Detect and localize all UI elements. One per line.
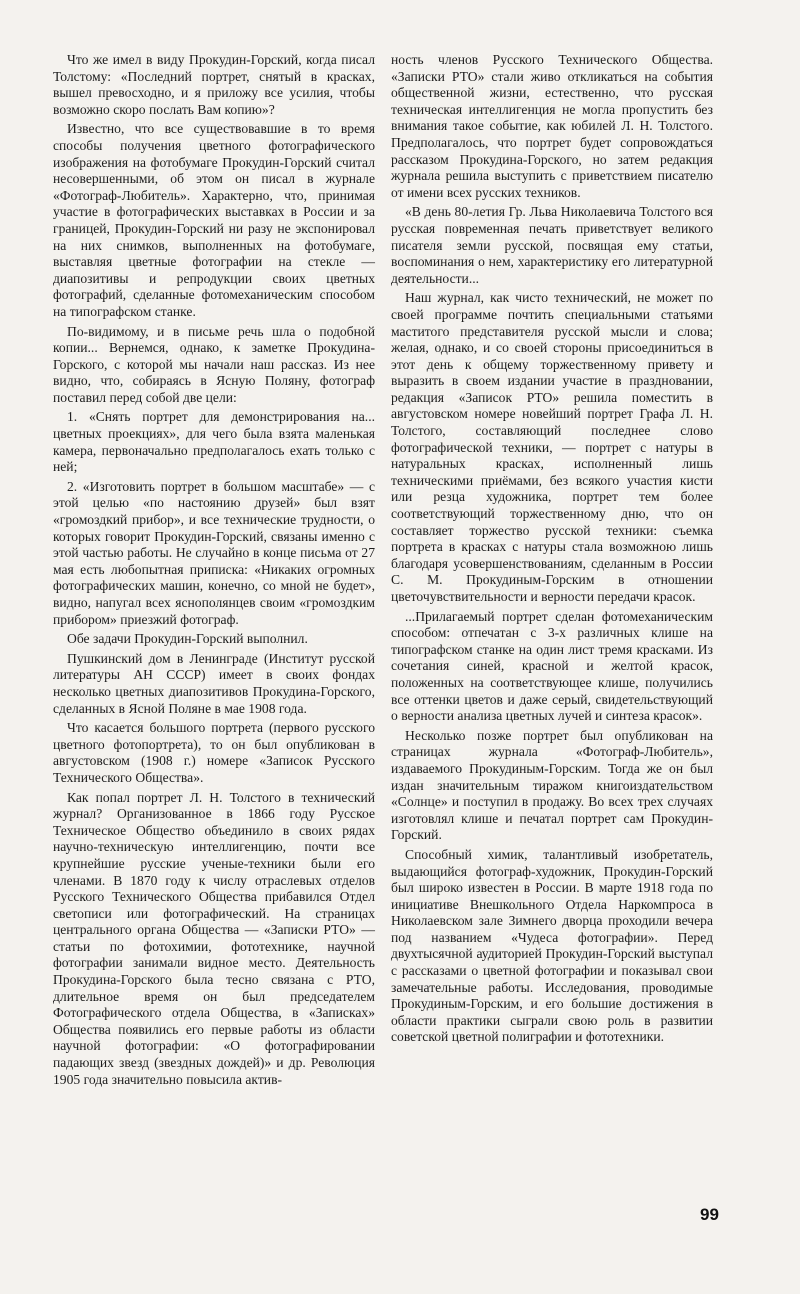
paragraph: По-видимому, и в письме речь шла о подобной копии... Вернемся, однако, к заметке Прокудина-Горского, с которой мы начали наш рассказ. Из нее видно, что, собираясь в Ясную Поляну, фотограф поставил перед собой две цели: bbox=[53, 323, 375, 405]
paragraph: Известно, что все существовавшие в то время способы получения цветного фотографического изображения на фотобумаге Прокудин-Горский считал несовершенными, об этом он писал в журнале «Фотограф-Любитель». Характерно, что, принимая участие в фотографических выставках в России и за границей, Прокудин-Горский ни разу не экспонировал на них снимков, выполненных на фотобумаге, выставляя цветные фотографии на стекле — диапозитивы и репродукции своих цветных фотографий, сделанные фотомеханическим способом на типографском станке. bbox=[53, 121, 375, 319]
paragraph: Несколько позже портрет был опубликован на страницах журнала «Фотограф-Любитель», издаваемого Прокудиным-Горским. Тогда же он был издан значительным тиражом книгоиздательством «Солнце» и поступил в продажу. Во всех трех случаях изготовлял клише и печатал портрет сам Прокудин-Горский. bbox=[391, 727, 713, 843]
paragraph: «В день 80-летия Гр. Льва Николаевича Толстого вся русская повременная печать приветствует великого писателя земли русской, посвящая ему статьи, воспоминания о нем, характеристику его литературной деятельности... bbox=[391, 204, 713, 286]
paragraph: 2. «Изготовить портрет в большом масштабе» — с этой целью «по настоянию друзей» был взят «громоздкий прибор», и все технические трудности, о которых говорит Прокудин-Горский, связаны именно с этой частью работы. Не случайно в конце письма от 27 мая есть любопытная приписка: «Никаких огромных фотографических машин, конечно, со мной не будет», видно, напугал всех яснополянцев своим «громоздким прибором» приезжий фотограф. bbox=[53, 478, 375, 627]
paragraph: Обе задачи Прокудин-Горский выполнил. bbox=[67, 631, 308, 647]
paragraph: Что касается большого портрета (первого русского цветного фотопортрета), то он был опубликован в августовском (1908 г.) номере «Записок Русского Технического Общества». bbox=[53, 720, 375, 785]
left-column bbox=[53, 52, 375, 1091]
paragraph: Что же имел в виду Прокудин-Горский, когда писал Толстому: «Последний портрет, снятый в красках, вышел превосходно, и я приложу все усилия, чтобы возможно скоро послать Вам копию»? bbox=[53, 52, 375, 117]
paragraph: Как попал портрет Л. Н. Толстого в технический журнал? Организованное в 1866 году Русское Техническое Общество объединило в своих рядах научно-техническую интеллигенцию, почти все крупнейшие русские ученые-техники были его членами. В 1870 году к числу отраслевых отделов Русского Технического Общества прибавился Отдел светописи или фотографический. На страницах центрального органа Общества — «Записки РТО» — статьи по фотохимии, фототехнике, научной фотографии занимали видное место. Деятельность Прокудина-Горского была тесно связана с РТО, длительное время он был председателем Фотографического отдела Общества, в «Записках» Общества появились его первые работы из области научной фотографии: «О фотографировании падающих звезд (звездных дождей)» и др. Революция 1905 года значительно повысила актив- bbox=[53, 789, 375, 1087]
paragraph: ность членов Русского Технического Общества. «Записки РТО» стали живо откликаться на события общественной жизни, естественно, что русская техническая интеллигенция не могла пропустить без внимания такое событие, как юбилей Л. Н. Толстого. Предполагалось, что портрет будет сопровождаться рассказом Прокудина-Горского, но затем редакция журнала решила выступить с приветствием писателю от имени всех русских техников. bbox=[391, 52, 713, 200]
paragraph: Наш журнал, как чисто технический, не может по своей программе почтить специальными статьями маститого представителя русской мысли и слова; желая, однако, и со своей стороны присоединиться в этот день к общему торжественному привету и выразить в своем издании участие в праздновании, редакция «Записок РТО» решила поместить в августовском номере новейший портрет Графа Л. Н. Толстого, составляющий последнее слово фотографической техники, — портрет с натуры в натуральных красках, исполненный лишь техническими приёмами, без всякого участия кисти или резца художника, портрет тем более соответствующий торжественному дню, что он составляет торжество русской техники: съемка портрета в красках с натуры стала возможною лишь благодаря усовершенствованиям, сделанным в России С. М. Прокудиным-Горским в отношении цветочувствительности и верности передачи красок. bbox=[391, 290, 713, 604]
paragraph: Пушкинский дом в Ленинграде (Институт русской литературы АН СССР) имеет в своих фондах несколько цветных диапозитивов Прокудина-Горского, сделанных в Ясной Поляне в мае 1908 года. bbox=[53, 650, 375, 716]
paragraph: Способный химик, талантливый изобретатель, выдающийся фотограф-художник, Прокудин-Горский был широко известен в России. В марте 1918 года по инициативе Внешкольного Отдела Наркомпроса в Николаевском зале Зимнего дворца проходили вечера под названием «Чудеса фотографии». Перед двухтысячной аудиторией Прокудин-Горский выступал с рассказами о цветной фотографии и показывал свои замечательные работы. Исследования, проводимые Прокудиным-Горским, и его большие достижения в области практики сыграли свою роль в развитии советской цветной полиграфии и фототехники. bbox=[391, 846, 713, 1045]
paragraph: ...Прилагаемый портрет сделан фотомеханическим способом: отпечатан с 3-х различных клише на типографском станке на один лист тремя красками. Из сочетания синей, красной и желтой красок, положенных на соответствующее клише, получились все оттенки цветов и даже серый, свидетельствующий о верности анализа цветных лучей и синтеза красок». bbox=[391, 608, 713, 724]
right-column bbox=[391, 52, 713, 1049]
page-number: 99 bbox=[700, 1205, 719, 1224]
paragraph: 1. «Снять портрет для демонстрирования на... цветных проекциях», для чего была взята маленькая камера, первоначально предполагалось ехать только с ней; bbox=[53, 409, 375, 475]
